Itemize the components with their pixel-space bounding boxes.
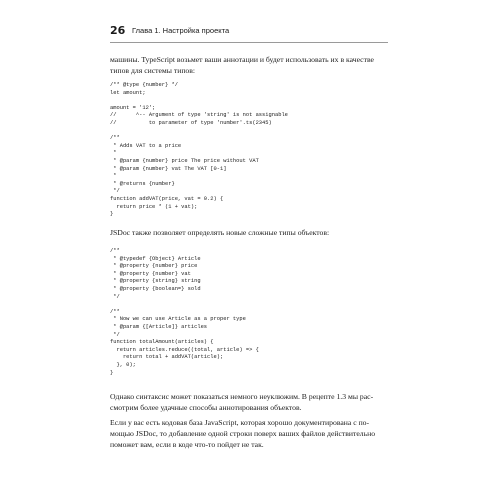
code-block-jsdoc-types xyxy=(110,82,390,219)
paragraph-line: поможет вам, если в коде что-то пойдет не так. xyxy=(110,439,264,449)
code-line: * @param {number} vat The VAT [0-1] xyxy=(110,165,227,172)
page-number: 26 xyxy=(110,24,126,37)
code-line: */ xyxy=(110,188,120,195)
paragraph-line: мощью JSDoc, то добавление одной строки поверх ваших файлов действительно xyxy=(110,428,376,438)
code-line: // ^-- Argument of type 'string' is not assignable xyxy=(110,112,288,119)
code-line: } xyxy=(110,369,114,376)
code-line: // to parameter of type 'number'.ts(2345) xyxy=(110,119,272,126)
code-line: amount = '12'; xyxy=(110,104,156,111)
code-line: * @property {string} string xyxy=(110,278,201,285)
header-divider xyxy=(110,42,388,43)
code-line: * @property {number} vat xyxy=(110,270,191,277)
code-line: */ xyxy=(110,331,120,338)
code-line: /** xyxy=(110,308,120,315)
code-line: function totalAmount(articles) { xyxy=(110,339,214,346)
code-line: * @typedef {Object} Article xyxy=(110,255,201,262)
code-line: /** xyxy=(110,135,120,142)
code-line: * xyxy=(110,173,117,180)
code-line: let amount; xyxy=(110,89,146,96)
code-line: }, 0); xyxy=(110,361,136,368)
code-line: return articles.reduce((total, article) => { xyxy=(110,346,259,353)
code-line: return total + addVAT(article); xyxy=(110,354,224,361)
code-line: * @property {number} price xyxy=(110,263,198,270)
paragraph-line: Если у вас есть кодовая база JavaScript, которая хорошо документирована с по- xyxy=(110,418,370,427)
chapter-title: Глава 1. Настройка проекта xyxy=(132,26,230,35)
paragraph-line: машины. TypeScript возьмет ваши аннотации и будет использовать их в качестве xyxy=(110,55,374,64)
paragraph-line: JSDoc также позволяет определять новые сложные типы объектов: xyxy=(110,228,330,237)
code-line: /** @type {number} */ xyxy=(110,82,178,88)
page-header xyxy=(110,24,390,40)
code-line: * @returns {number} xyxy=(110,180,175,187)
paragraph-conclusion xyxy=(110,418,390,450)
code-line: /** xyxy=(110,248,120,254)
code-line: * @property {boolean=} sold xyxy=(110,285,201,292)
code-line: * Adds VAT to a price xyxy=(110,142,182,149)
paragraph-syntax-note xyxy=(110,392,390,414)
code-line: * @param {[Article]} articles xyxy=(110,323,208,330)
paragraph-line: смотрим более удачные способы аннотирования объектов. xyxy=(110,402,302,412)
paragraph-line: типов для системы типов: xyxy=(110,65,196,75)
code-line: */ xyxy=(110,293,120,300)
code-line: * xyxy=(110,150,117,157)
paragraph-jsdoc-types xyxy=(110,228,390,239)
code-line: function addVAT(price, vat = 0.2) { xyxy=(110,195,224,202)
code-line: * @param {number} price The price without VAT xyxy=(110,157,259,164)
code-line: * Now we can use Article as a proper type xyxy=(110,316,246,323)
paragraph-intro xyxy=(110,55,390,77)
code-block-typedef xyxy=(110,248,390,377)
code-line: return price * (1 + vat); xyxy=(110,203,198,210)
code-line: } xyxy=(110,211,114,218)
paragraph-line: Однако синтаксис может показаться немного неуклюжим. В рецепте 1.3 мы рас- xyxy=(110,392,374,401)
